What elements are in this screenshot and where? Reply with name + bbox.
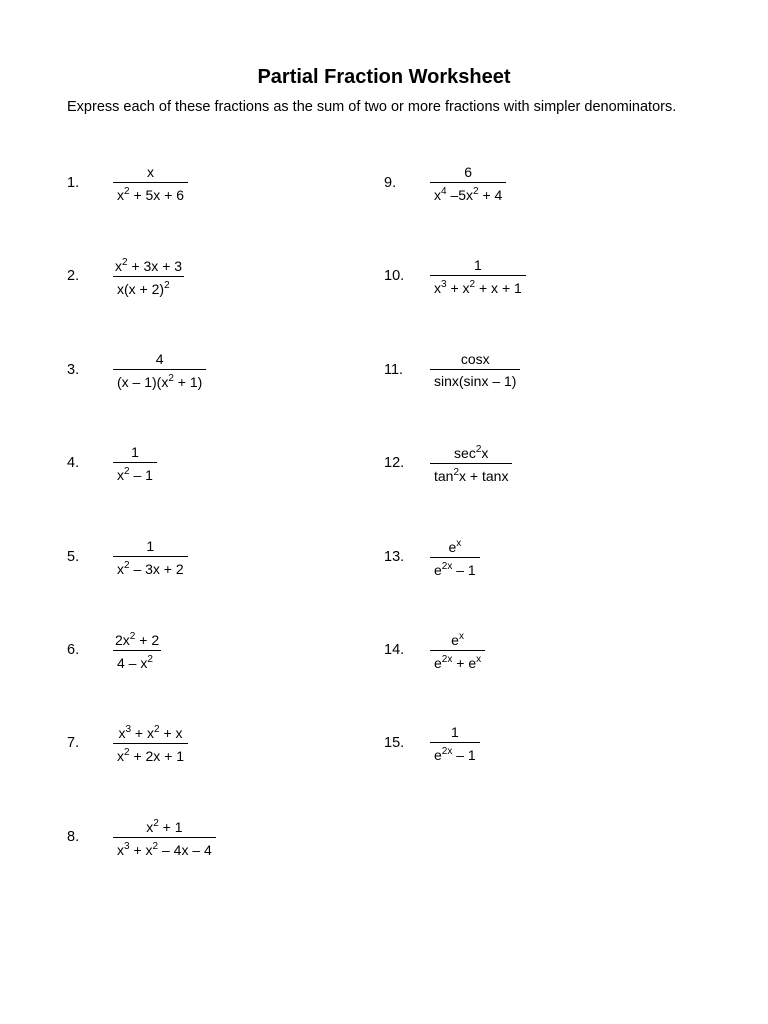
term: tan: [434, 468, 454, 485]
term: x: [146, 818, 154, 835]
fraction: [113, 819, 216, 857]
denominator: [113, 557, 188, 576]
superscript: 2: [475, 444, 482, 456]
fraction: [113, 725, 188, 763]
numerator: [430, 539, 480, 558]
term: x: [481, 445, 489, 462]
superscript: 4: [441, 186, 447, 197]
term: – 3x + 2: [129, 560, 184, 577]
fraction: [113, 632, 161, 670]
term: e: [451, 632, 459, 648]
numerator: [113, 725, 188, 744]
superscript: 2: [124, 559, 130, 571]
term: 1: [146, 537, 155, 554]
numerator: [113, 165, 188, 183]
superscript: 3: [124, 840, 130, 852]
fraction: [430, 352, 520, 388]
superscript: 2: [469, 279, 476, 291]
problem-number: 9.: [384, 175, 397, 191]
denominator: [430, 276, 526, 295]
term: e: [448, 538, 457, 555]
problem-number: 1.: [67, 175, 80, 191]
denominator: [430, 370, 520, 388]
term: – 4x – 4: [158, 841, 212, 858]
denominator: [113, 277, 184, 296]
superscript: 2: [168, 372, 174, 384]
superscript: 2: [453, 467, 460, 479]
term: x: [434, 187, 441, 203]
term: cosx: [460, 350, 490, 367]
denominator: [430, 743, 480, 762]
term: sinx(sinx – 1): [434, 372, 517, 389]
numerator: [430, 632, 485, 651]
superscript: 3: [441, 279, 447, 291]
superscript: 2: [129, 631, 136, 642]
superscript: 2: [122, 257, 128, 269]
fraction: [430, 632, 485, 670]
numerator: [113, 258, 184, 277]
term: x: [117, 187, 124, 203]
superscript: 2: [147, 654, 153, 665]
numerator: [430, 258, 526, 276]
superscript: 2: [473, 186, 479, 197]
term: x + tanx: [459, 468, 509, 485]
problem-number: 15.: [384, 735, 405, 752]
term: –5x: [446, 187, 474, 203]
problem-number: 10.: [384, 268, 405, 285]
denominator: [430, 558, 480, 577]
superscript: 2x: [441, 560, 453, 572]
problem-number: 2.: [67, 268, 80, 285]
term: + 5x + 6: [129, 187, 185, 203]
problem-number: 6.: [67, 642, 80, 658]
superscript: 2: [124, 747, 130, 759]
denominator: [113, 838, 216, 857]
fraction: [430, 258, 526, 295]
superscript: 2x: [441, 746, 453, 758]
term: – 1: [129, 467, 153, 484]
problem-number: 5.: [67, 548, 80, 565]
superscript: x: [458, 631, 464, 642]
superscript: 2: [154, 724, 160, 736]
term: + 3x + 3: [127, 258, 183, 275]
term: e: [434, 655, 442, 671]
problem-number: 14.: [384, 642, 405, 658]
denominator: [113, 744, 188, 763]
term: + x: [446, 280, 470, 297]
denominator: [113, 370, 206, 389]
term: x: [434, 280, 441, 297]
term: 1: [474, 257, 482, 274]
numerator: [430, 352, 520, 370]
fraction: [113, 258, 184, 296]
term: x: [117, 467, 124, 484]
denominator: [430, 464, 512, 483]
term: + 2: [135, 632, 160, 648]
numerator: [113, 539, 188, 557]
fraction: [430, 445, 512, 483]
fraction: [113, 539, 188, 576]
problem-number: 13.: [384, 548, 405, 565]
term: + x + 1: [475, 280, 522, 297]
denominator: [430, 183, 506, 202]
term: x(x + 2): [117, 281, 165, 298]
term: 6: [464, 164, 473, 180]
term: sec: [454, 445, 476, 462]
superscript: 2: [153, 817, 159, 829]
superscript: 3: [125, 724, 132, 736]
fraction: [113, 165, 188, 202]
numerator: [113, 445, 157, 463]
superscript: 2: [164, 280, 170, 292]
superscript: 2x: [441, 654, 453, 665]
term: + 1): [173, 373, 203, 390]
superscript: 2: [124, 186, 130, 197]
denominator: [113, 463, 157, 482]
term: x: [147, 164, 155, 180]
term: + x: [129, 841, 153, 858]
term: x: [118, 725, 126, 742]
fraction: [430, 725, 480, 762]
worksheet-title: Partial Fraction Worksheet: [257, 66, 511, 88]
term: x: [117, 841, 124, 858]
term: x: [117, 560, 124, 577]
superscript: x: [476, 654, 482, 665]
problem-number: 7.: [67, 735, 80, 752]
fraction: [430, 165, 506, 202]
numerator: [113, 819, 216, 838]
numerator: [113, 352, 206, 370]
term: 2x: [115, 632, 130, 648]
term: x: [117, 748, 124, 765]
term: + x: [159, 725, 183, 742]
term: – 1: [452, 747, 476, 764]
term: e: [434, 747, 442, 764]
problem-number: 12.: [384, 455, 405, 472]
denominator: [113, 651, 161, 670]
denominator: [430, 651, 485, 670]
fraction: [430, 539, 480, 577]
term: + 2x + 1: [129, 748, 185, 765]
term: x: [115, 258, 122, 275]
term: e: [434, 561, 442, 578]
fraction: [113, 352, 206, 389]
numerator: [430, 165, 506, 183]
problem-number: 4.: [67, 455, 80, 472]
denominator: [113, 183, 188, 202]
term: + 1: [158, 818, 183, 835]
term: + e: [452, 655, 477, 671]
problem-number: 3.: [67, 361, 80, 378]
superscript: 2: [152, 840, 159, 852]
term: 4 – x: [117, 655, 148, 671]
superscript: x: [456, 537, 462, 549]
term: + x: [131, 725, 155, 742]
numerator: [113, 632, 161, 651]
term: – 1: [452, 561, 476, 578]
numerator: [430, 725, 480, 743]
superscript: 2: [124, 466, 130, 478]
term: + 4: [478, 187, 503, 203]
term: (x – 1)(x: [117, 373, 169, 390]
instructions: Express each of these fractions as the sum of two or more fractions with simpler denominators.: [67, 99, 677, 115]
numerator: [430, 445, 512, 464]
problem-number: 11.: [384, 361, 404, 378]
problem-number: 8.: [67, 828, 80, 845]
term: 1: [131, 444, 139, 461]
term: 1: [450, 724, 459, 741]
fraction: [113, 445, 157, 482]
term: 4: [155, 350, 164, 367]
